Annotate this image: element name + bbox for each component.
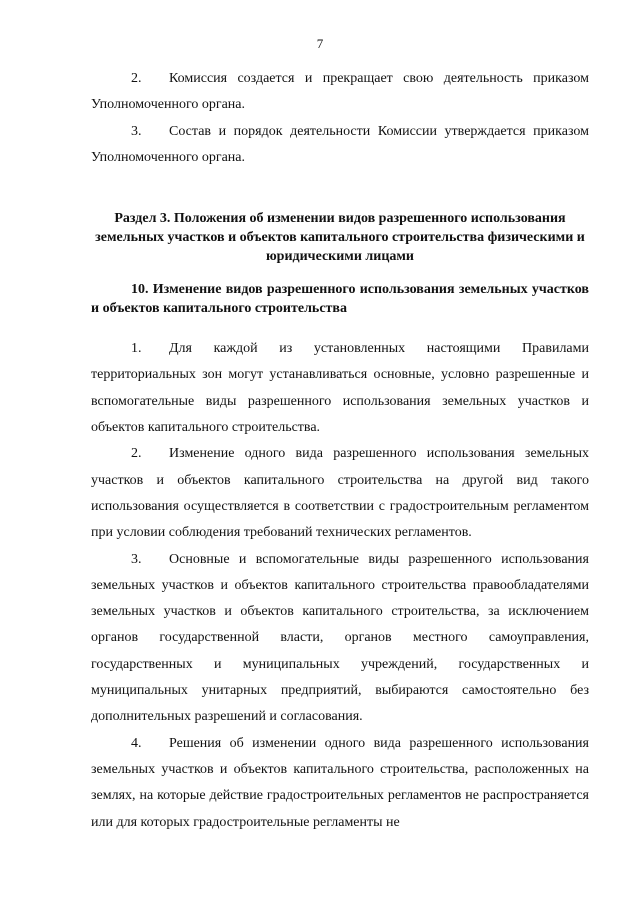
- paragraph-3: [91, 119, 589, 172]
- paragraph-text: Для каждой из установленных настоящими Правилами территориальных зон могут устанавливаться основные, условно разрешенные и вспомогательные виды разрешенного использования земельных участков и объектов капитального строительства.: [91, 341, 589, 436]
- section-title: Раздел 3. Положения об изменении видов разрешенного использования земельных участков и объектов капитального строительства физическими и юридическими лицами: [95, 211, 585, 265]
- paragraph-2: [91, 66, 589, 119]
- paragraph-number: 2.: [131, 71, 142, 86]
- paragraph-text: Основные и вспомогательные виды разрешенного использования земельных участков и объектов капитального строительства правообладателями земельных участков и объектов капитального строительства, за исключением органов государственной власти, органов местного самоуправления, государственных и муниципальных учреждений, государственных и муниципальных унитарных предприятий, выбираются самостоятельно без дополнительных разрешений и согласования.: [91, 551, 589, 725]
- article-paragraph-3: [91, 547, 589, 731]
- paragraph-number: 2.: [131, 446, 142, 462]
- paragraph-text: Комиссия создается и прекращает свою деятельность приказом Уполномоченного органа.: [91, 71, 589, 113]
- page-number: 7: [316, 36, 324, 51]
- article-paragraph-4: [91, 731, 589, 836]
- paragraph-number: 3.: [131, 123, 142, 139]
- paragraph-text: Изменение одного вида разрешенного использования земельных участков и объектов капитального строительства на другой вид такого использования осуществляется в соответствии с градостроительным регламентом при условии соблюдения требований технических регламентов.: [91, 446, 589, 541]
- document-body: [91, 66, 589, 836]
- article-title: 10. Изменение видов разрешенного использования земельных участков и объектов капитального строительства: [91, 282, 589, 317]
- paragraph-number: 1.: [131, 341, 142, 357]
- paragraph-text: Состав и порядок деятельности Комиссии утверждается приказом Уполномоченного органа.: [91, 123, 589, 165]
- article-paragraph-1: [91, 336, 589, 441]
- article-paragraphs: [91, 336, 589, 836]
- article-paragraph-2: [91, 441, 589, 546]
- paragraph-number: 3.: [131, 551, 142, 567]
- paragraph-number: 4.: [131, 735, 142, 751]
- paragraph-text: Решения об изменении одного вида разрешенного использования земельных участков и объектов капитального строительства, расположенных на землях, на которые действие градостроительных регламентов не распространяется или для которых градостроительные регламенты не: [91, 735, 589, 830]
- paragraphs-top: [91, 66, 589, 171]
